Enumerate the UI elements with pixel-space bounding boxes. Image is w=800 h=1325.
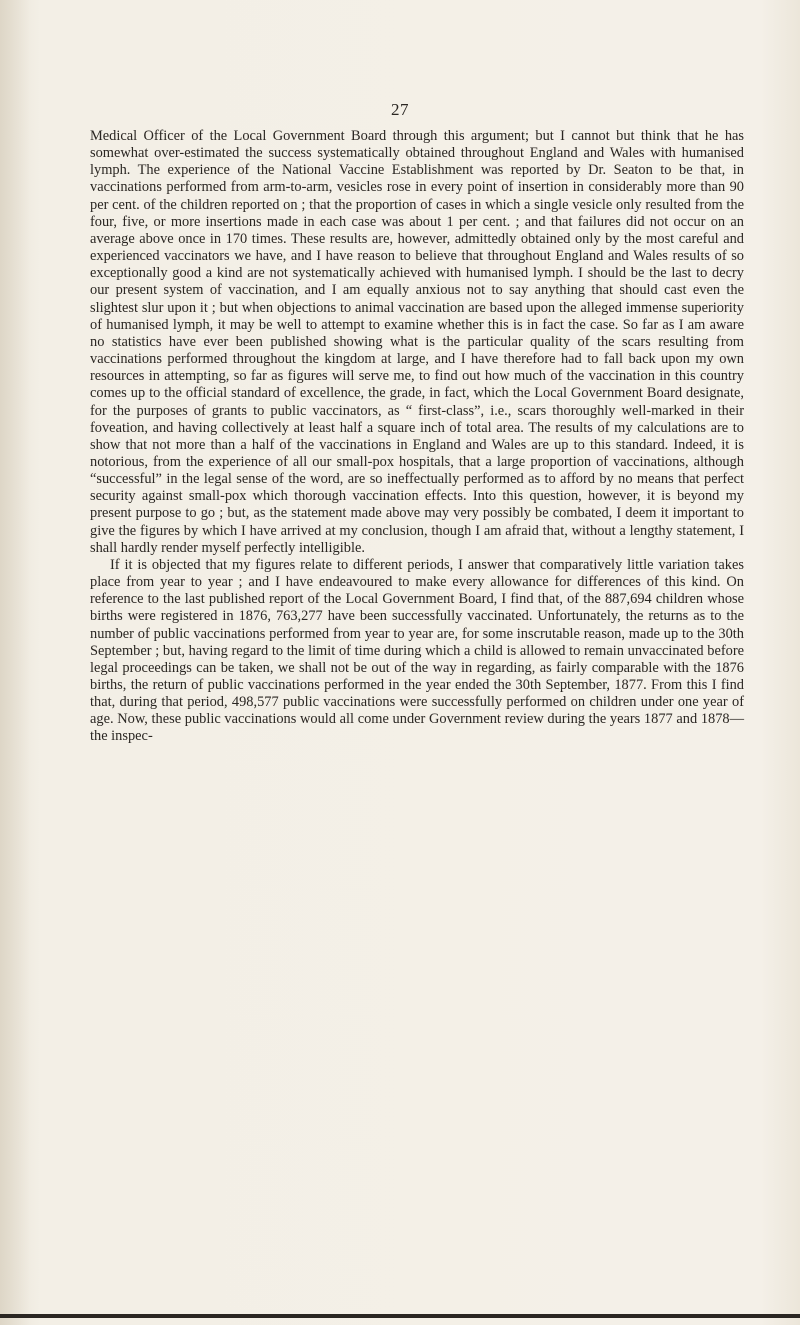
paragraph-2: If it is objected that my figures relate to different periods, I answer that comparatively little variation takes place from year to year ; and I have endeavoured to make every allowance for differences of this kind. On reference to the last published report of the Local Government Board, I find that, of the 887,694 children whose births were registered in 1876, 763,277 have been successfully vaccinated. Unfortunately, the returns as to the number of public vaccinations performed from year to year are, for some inscrutable reason, made up to the 30th September ; but, having regard to the limit of time during which a child is allowed to remain unvaccinated before legal proceedings can be taken, we shall not be out of the way in regarding, as fairly comparable with the 1876 births, the return of public vaccinations performed in the year ended the 30th September, 1877. From this I find that, during that period, 498,577 public vaccinations were successfully performed on children under one year of age. Now, these public vaccinations would all come under Government review during the years 1877 and 1878—the inspec-: [90, 556, 744, 745]
bottom-border-rule: [0, 1314, 800, 1318]
paragraph-1: Medical Officer of the Local Government Board through this argument; but I cannot but think that he has somewhat over-estimated the success systematically obtained throughout England and Wales with humanised lymph. The experience of the National Vaccine Establishment was reported by Dr. Seaton to be that, in vaccinations performed from arm-to-arm, vesicles rose in every point of insertion in considerably more than 90 per cent. of the children reported on ; that the proportion of cases in which a single vesicle only resulted from the four, five, or more insertions made in each case was about 1 per cent. ; and that failures did not occur on an average above once in 170 times. These results are, however, admittedly obtained only by the most careful and experienced vaccinators we have, and I have reason to believe that throughout England and Wales results of so exceptionally good a kind are not systematically achieved with humanised lymph. I should be the last to decry our present system of vaccination, and I am equally anxious not to say anything that should cast even the slightest slur upon it ; but when objections to animal vaccination are based upon the alleged immense superiority of humanised lymph, it may be well to attempt to examine whether this is in fact the case. So far as I am aware no statistics have ever been published showing what is the particular quality of the scars resulting from vaccinations performed throughout the kingdom at large, and I have therefore had to fall back upon my own resources in attempting, so far as figures will serve me, to find out how much of the vaccination in this country comes up to the official standard of excellence, the grade, in fact, which the Local Government Board designate, for the purposes of grants to public vaccinators, as “ first-class”, i.e., scars thoroughly well-marked in their foveation, and having collectively at least half a square inch of total area. The results of my calculations are to show that not more than a half of the vaccinations in England and Wales are up to this standard. Indeed, it is notorious, from the experience of all our small-pox hospitals, that a large proportion of vaccinations, although “successful” in the legal sense of the word, are so ineffectually performed as to afford by no means that perfect security against small-pox which thorough vaccination effects. Into this question, however, it is beyond my present purpose to go ; but, as the statement made above may very possibly be combated, I deem it important to give the figures by which I have arrived at my conclusion, though I am afraid that, without a lengthy statement, I shall hardly render myself perfectly intelligible.: [90, 128, 744, 556]
body-text: [90, 128, 744, 746]
page-number: 27: [391, 100, 409, 119]
page-gutter-shading: [0, 0, 30, 1325]
